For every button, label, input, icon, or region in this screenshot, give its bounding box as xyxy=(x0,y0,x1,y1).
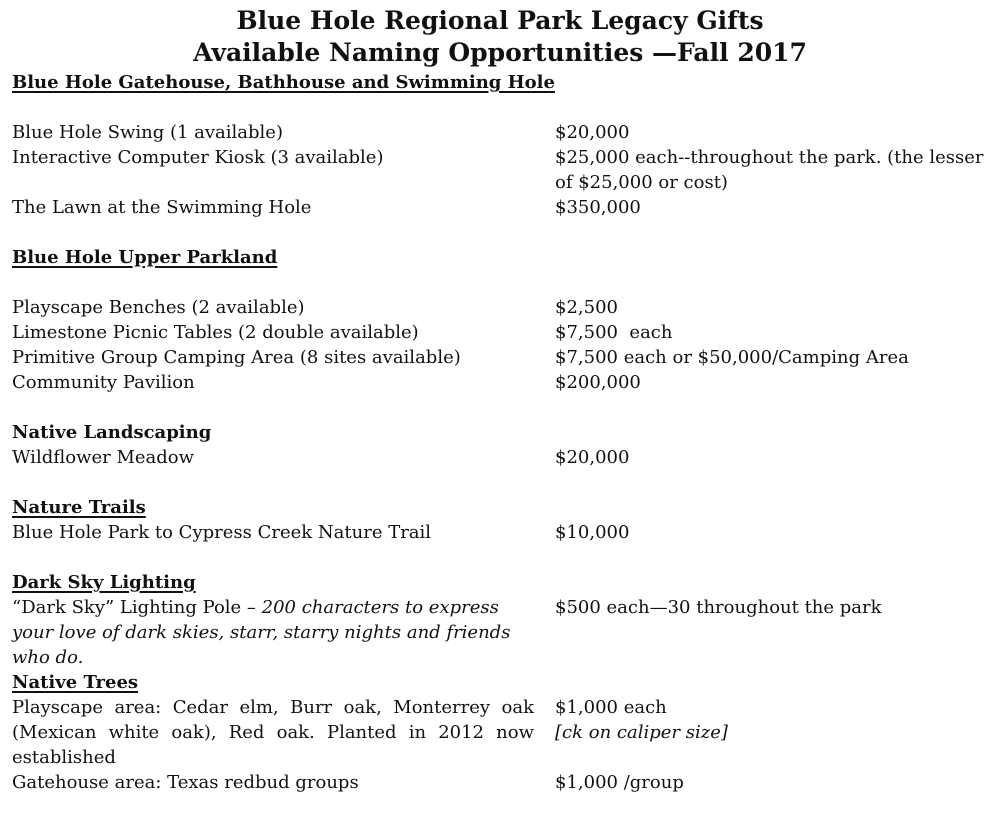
item-name: Interactive Computer Kiosk (3 available) xyxy=(12,147,384,168)
item-name: Community Pavilion xyxy=(12,372,195,393)
item-name-prefix: “Dark Sky” Lighting Pole – xyxy=(12,597,262,618)
item-name: Limestone Picnic Tables (2 double available) xyxy=(12,322,419,343)
item-price: $10,000 xyxy=(555,522,630,543)
section-heading-dark-sky: Dark Sky Lighting xyxy=(12,572,196,593)
item-price-block xyxy=(555,695,995,745)
item-price: $25,000 each--throughout the park. (the lesser of $25,000 or cost) xyxy=(555,147,984,193)
item-price: $500 each—30 throughout the park xyxy=(555,597,882,618)
item-price: $7,500 each xyxy=(555,322,673,343)
document-title: Blue Hole Regional Park Legacy Gifts xyxy=(236,6,764,35)
section-heading-upper-parkland: Blue Hole Upper Parkland xyxy=(12,247,278,268)
item-price: $7,500 each or $50,000/Camping Area xyxy=(555,347,909,368)
item-price: $2,500 xyxy=(555,297,618,318)
list-item xyxy=(12,695,992,770)
item-name: Blue Hole Park to Cypress Creek Nature Trail xyxy=(12,522,432,543)
section-heading-trees: Native Trees xyxy=(12,672,139,693)
item-price: $20,000 xyxy=(555,122,630,143)
item-name-description: 200 characters to express your love of dark skies, starr, starry nights and friends who do. xyxy=(12,597,511,668)
document-subtitle: Available Naming Opportunities —Fall 2017 xyxy=(193,38,807,67)
item-name: The Lawn at the Swimming Hole xyxy=(12,197,312,218)
item-name: Playscape area: Cedar elm, Burr oak, Monterrey oak (Mexican white oak), Red oak. Planted in 2012 now established xyxy=(12,697,534,768)
item-name xyxy=(12,595,534,670)
item-name: Blue Hole Swing (1 available) xyxy=(12,122,283,143)
item-name: Gatehouse area: Texas redbud groups xyxy=(12,772,359,793)
item-name: Wildflower Meadow xyxy=(12,447,195,468)
item-price: $20,000 xyxy=(555,447,630,468)
item-price: $200,000 xyxy=(555,372,641,393)
section-heading-gatehouse: Blue Hole Gatehouse, Bathhouse and Swimming Hole xyxy=(12,72,555,93)
item-name: Playscape Benches (2 available) xyxy=(12,297,305,318)
list-item xyxy=(12,595,992,668)
item-price: $1,000 each xyxy=(555,697,667,718)
section-heading-landscaping: Native Landscaping xyxy=(12,422,212,443)
item-price-note: [ck on caliper size] xyxy=(555,722,728,743)
item-price: $1,000 /group xyxy=(555,772,684,793)
item-price: $350,000 xyxy=(555,197,641,218)
section-heading-trails: Nature Trails xyxy=(12,497,146,518)
list-item xyxy=(12,145,992,195)
item-name: Primitive Group Camping Area (8 sites available) xyxy=(12,347,461,368)
